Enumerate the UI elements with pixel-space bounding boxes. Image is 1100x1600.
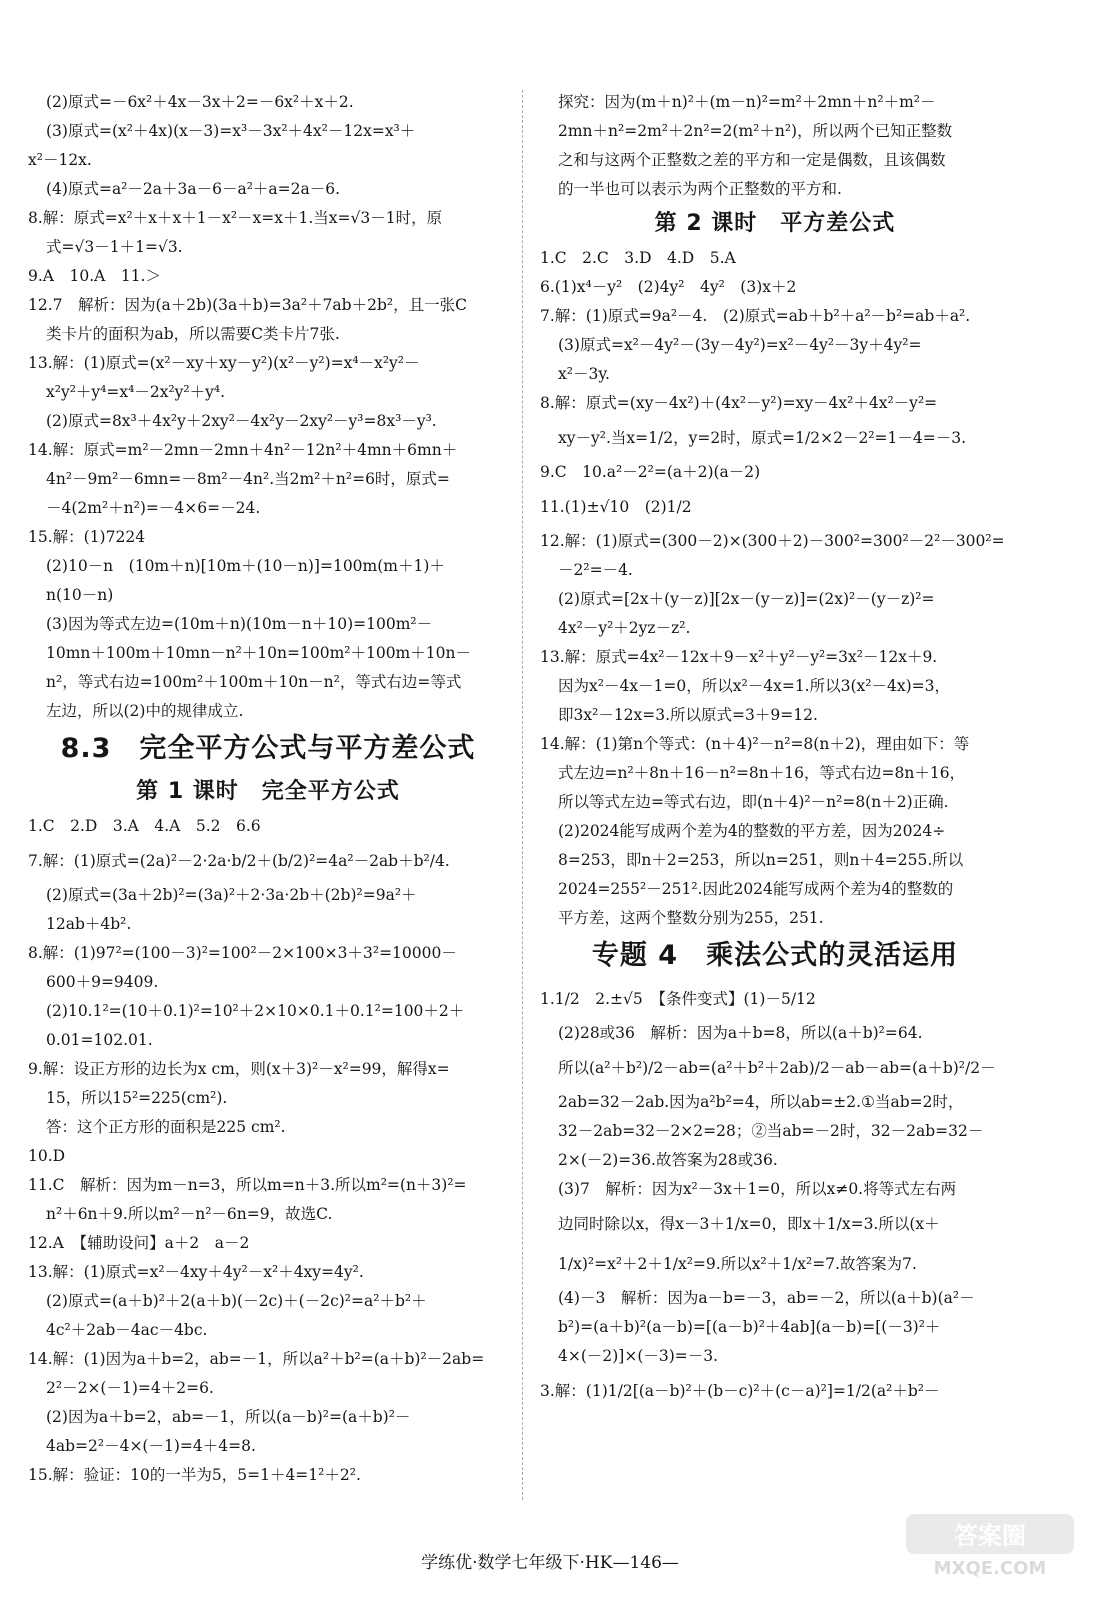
- answer-line: 15，所以15²=225(cm²).: [46, 1089, 228, 1107]
- answer-line: 32－2ab=32－2×2=28；②当ab=－2时，32－2ab=32－: [558, 1122, 984, 1140]
- answer-line: 3.解：(1)1/2[(a－b)²＋(b－c)²＋(c－a)²]=1/2(a²＋b²－: [540, 1382, 940, 1400]
- answer-line: 7.解：(1)原式=(2a)²－2·2a·b/2＋(b/2)²=4a²－2ab＋b²/4.: [28, 852, 450, 870]
- answer-line: 2mn＋n²=2m²＋2n²=2(m²＋n²)，所以两个已知正整数: [558, 122, 953, 140]
- answer-line: 9.C 10.a²－2²=(a＋2)(a－2): [540, 463, 761, 481]
- lesson-2-title: 第 2 课时 平方差公式: [654, 211, 896, 236]
- answer-line: 1/x)²=x²＋2＋1/x²=9.所以x²＋1/x²=7.故答案为7.: [558, 1255, 917, 1273]
- answer-line: (2)原式=(3a＋2b)²=(3a)²＋2·3a·2b＋(2b)²=9a²＋: [46, 886, 417, 904]
- answer-line: 1.C 2.C 3.D 4.D 5.A: [540, 249, 736, 267]
- answer-line: 13.解：原式=4x²－12x＋9－x²＋y²－y²=3x²－12x＋9.: [540, 648, 938, 666]
- answer-line: 2²－2×(－1)=4＋2=6.: [46, 1379, 214, 1397]
- answer-line: (2)原式=(a＋b)²＋2(a＋b)(－2c)＋(－2c)²=a²＋b²＋: [46, 1292, 427, 1310]
- answer-line: 14.解：(1)第n个等式：(n＋4)²－n²=8(n＋2)，理由如下：等: [540, 735, 970, 753]
- answer-line: 1.1/2 2.±√5 【条件变式】(1)－5/12: [540, 990, 816, 1008]
- answer-line: (4)－3 解析：因为a－b=－3，ab=－2，所以(a＋b)(a²－: [558, 1289, 975, 1307]
- page-footer: 学练优·数学七年级下·HK—146—: [421, 1553, 679, 1573]
- answer-line: n(10－n): [46, 586, 114, 604]
- answer-line: 4x²－y²＋2yz－z².: [558, 619, 691, 637]
- answer-line: x²y²＋y⁴=x⁴－2x²y²＋y⁴.: [46, 383, 226, 401]
- answer-line: 4c²＋2ab－4ac－4bc.: [46, 1321, 208, 1339]
- answer-line: 13.解：(1)原式=(x²－xy＋xy－y²)(x²－y²)=x⁴－x²y²－: [28, 354, 420, 372]
- answer-line: (2)2024能写成两个差为4的整数的平方差，因为2024÷: [558, 822, 946, 840]
- answer-line: 即3x²－12x=3.所以原式=3＋9=12.: [558, 706, 818, 724]
- answer-line: 12.A 【辅助设问】a＋2 a－2: [28, 1234, 250, 1252]
- answer-line: 类卡片的面积为ab，所以需要C类卡片7张.: [46, 325, 340, 343]
- answer-line: 12ab＋4b².: [46, 915, 132, 933]
- answer-line: 8.解：(1)97²=(100－3)²=100²－2×100×3＋3²=10000－: [28, 944, 457, 962]
- answer-line: x²－12x.: [28, 151, 92, 169]
- topic-4-title: 专题 4 乘法公式的灵活运用: [591, 940, 959, 971]
- answer-line: 4ab=2²－4×(－1)=4＋4=8.: [46, 1437, 256, 1455]
- answer-line: 探究：因为(m＋n)²＋(m－n)²=m²＋2mn＋n²＋m²－: [558, 93, 936, 111]
- answer-line: (3)7 解析：因为x²－3x＋1=0，所以x≠0.将等式左右两: [558, 1180, 957, 1198]
- answer-line: 1.C 2.D 3.A 4.A 5.2 6.6: [28, 817, 261, 835]
- answer-line: 8.解：原式=x²＋x＋x＋1－x²－x=x＋1.当x=√3－1时，原: [28, 209, 443, 227]
- answer-line: (4)原式=a²－2a＋3a－6－a²＋a=2a－6.: [46, 180, 341, 198]
- answer-line: 4×(－2)]×(－3)=－3.: [558, 1347, 719, 1365]
- answer-line: (2)28或36 解析：因为a＋b=8，所以(a＋b)²=64.: [558, 1024, 923, 1042]
- section-8-3-title: 8.3 完全平方公式与平方差公式: [60, 733, 476, 764]
- answer-line: 式=√3－1＋1=√3.: [46, 238, 183, 256]
- answer-line: 15.解：(1)7224: [28, 528, 146, 546]
- answer-line: 2ab=32－2ab.因为a²b²=4，所以ab=±2.①当ab=2时，: [558, 1093, 964, 1111]
- answer-line: 14.解：原式=m²－2mn－2mn＋4n²－12n²＋4mn＋6mn＋: [28, 441, 458, 459]
- answer-line: 13.解：(1)原式=x²－4xy＋4y²－x²＋4xy=4y².: [28, 1263, 364, 1281]
- answer-line: 10.D: [28, 1147, 66, 1165]
- watermark-text: MXQE.COM: [933, 1558, 1047, 1579]
- answer-line: 600＋9=9409.: [46, 973, 159, 991]
- answer-line: －4(2m²＋n²)=－4×6=－24.: [46, 499, 261, 517]
- answer-line: 平方差，这两个整数分别为255，251.: [558, 909, 824, 927]
- answer-line: 2024=255²－251².因此2024能写成两个差为4的整数的: [558, 880, 954, 898]
- svg-text:答案圈: 答案圈: [954, 1522, 1026, 1550]
- lesson-1-title: 第 1 课时 完全平方公式: [136, 779, 400, 804]
- answer-line: (3)原式=(x²＋4x)(x－3)=x³－3x²＋4x²－12x=x³＋: [46, 122, 416, 140]
- answer-line: 所以等式左边=等式右边，即(n＋4)²－n²=8(n＋2)正确.: [558, 793, 949, 811]
- answer-line: 10mn＋100m＋10mn－n²＋10n=100m²＋100m＋10n－: [46, 644, 471, 662]
- answer-line: n²，等式右边=100m²＋100m＋10n－n²，等式右边=等式: [46, 673, 462, 691]
- answer-line: (3)原式=x²－4y²－(3y－4y²)=x²－4y²－3y＋4y²=: [558, 336, 922, 354]
- answer-line: 0.01=102.01.: [46, 1031, 153, 1049]
- answer-line: (2)因为a＋b=2，ab=－1，所以(a－b)²=(a＋b)²－: [46, 1408, 411, 1426]
- answer-line: xy－y².当x=1/2，y=2时，原式=1/2×2－2²=1－4=－3.: [558, 429, 967, 447]
- answer-line: 之和与这两个正整数之差的平方和一定是偶数，且该偶数: [558, 151, 946, 169]
- answer-line: 的一半也可以表示为两个正整数的平方和.: [558, 180, 842, 198]
- right-answers-middle: [540, 244, 1010, 933]
- answer-line: 4n²－9m²－6mn=－8m²－4n².当2m²＋n²=6时，原式=: [46, 470, 450, 488]
- answer-line: (2)10.1²=(10＋0.1)²=10²＋2×10×0.1＋0.1²=100＋2＋: [46, 1002, 465, 1020]
- right-answers-bottom: [540, 979, 1010, 1411]
- answer-line: (2)原式=[2x＋(y－z)][2x－(y－z)]=(2x)²－(y－z)²=: [558, 590, 935, 608]
- answer-line: 6.(1)x⁴－y² (2)4y² 4y² (3)x＋2: [540, 278, 797, 296]
- left-answers-bottom: [28, 812, 508, 1490]
- answer-line: －2²=－4.: [558, 561, 633, 579]
- answer-line: 15.解：验证：10的一半为5，5=1＋4=1²＋2².: [28, 1466, 361, 1484]
- answer-line: 11.C 解析：因为m－n=3，所以m=n＋3.所以m²=(n＋3)²=: [28, 1176, 467, 1194]
- answer-line: 9.A 10.A 11.＞: [28, 267, 161, 285]
- answer-line: 式左边=n²＋8n＋16－n²=8n＋16，等式右边=8n＋16，: [558, 764, 966, 782]
- answer-line: b²)=(a＋b)²(a－b)=[(a－b)²＋4ab](a－b)=[(－3)²＋: [558, 1318, 941, 1336]
- answer-line: 2×(－2)=36.故答案为28或36.: [558, 1151, 778, 1169]
- left-column: [28, 88, 508, 1490]
- answer-line: 12.7 解析：因为(a＋2b)(3a＋b)=3a²＋7ab＋2b²，且一张C: [28, 296, 467, 314]
- right-column: [540, 88, 1010, 1411]
- answer-line: 左边，所以(2)中的规律成立.: [46, 702, 244, 720]
- answer-line: (2)10－n (10m＋n)[10m＋(10－n)]=100m(m＋1)＋: [46, 557, 445, 575]
- answer-line: (2)原式=－6x²＋4x－3x＋2=－6x²＋x＋2.: [46, 93, 354, 111]
- answer-line: 边同时除以x，得x－3＋1/x=0，即x＋1/x=3.所以(x＋: [558, 1215, 940, 1233]
- answer-line: 14.解：(1)因为a＋b=2，ab=－1，所以a²＋b²=(a＋b)²－2ab=: [28, 1350, 485, 1368]
- watermark-logo: [900, 1510, 1080, 1582]
- right-answers-top: [540, 88, 1010, 204]
- answer-line: 7.解：(1)原式=9a²－4. (2)原式=ab＋b²＋a²－b²=ab＋a².: [540, 307, 971, 325]
- answer-line: 11.(1)±√10 (2)1/2: [540, 498, 692, 516]
- answer-line: 8=253，即n＋2=253，所以n=251，则n＋4=255.所以: [558, 851, 964, 869]
- answer-line: (3)因为等式左边=(10m＋n)(10m－n＋10)=100m²－: [46, 615, 433, 633]
- column-divider: [522, 90, 523, 1500]
- answer-line: 12.解：(1)原式=(300－2)×(300＋2)－300²=300²－2²－300²=: [540, 532, 1005, 550]
- answer-line: x²－3y.: [558, 365, 610, 383]
- answer-line: 8.解：原式=(xy－4x²)＋(4x²－y²)=xy－4x²＋4x²－y²=: [540, 394, 938, 412]
- answer-line: 答：这个正方形的面积是225 cm².: [46, 1118, 286, 1136]
- answer-line: 9.解：设正方形的边长为x cm，则(x＋3)²－x²=99，解得x=: [28, 1060, 450, 1078]
- answer-line: 所以(a²＋b²)/2－ab=(a²＋b²＋2ab)/2－ab－ab=(a＋b)²/2－: [558, 1059, 996, 1077]
- left-answers-top: [28, 88, 508, 726]
- answer-line: 因为x²－4x－1=0，所以x²－4x=1.所以3(x²－4x)=3，: [558, 677, 950, 695]
- answer-line: (2)原式=8x³＋4x²y＋2xy²－4x²y－2xy²－y³=8x³－y³.: [46, 412, 437, 430]
- answer-line: n²＋6n＋9.所以m²－n²－6n=9，故选C.: [46, 1205, 333, 1223]
